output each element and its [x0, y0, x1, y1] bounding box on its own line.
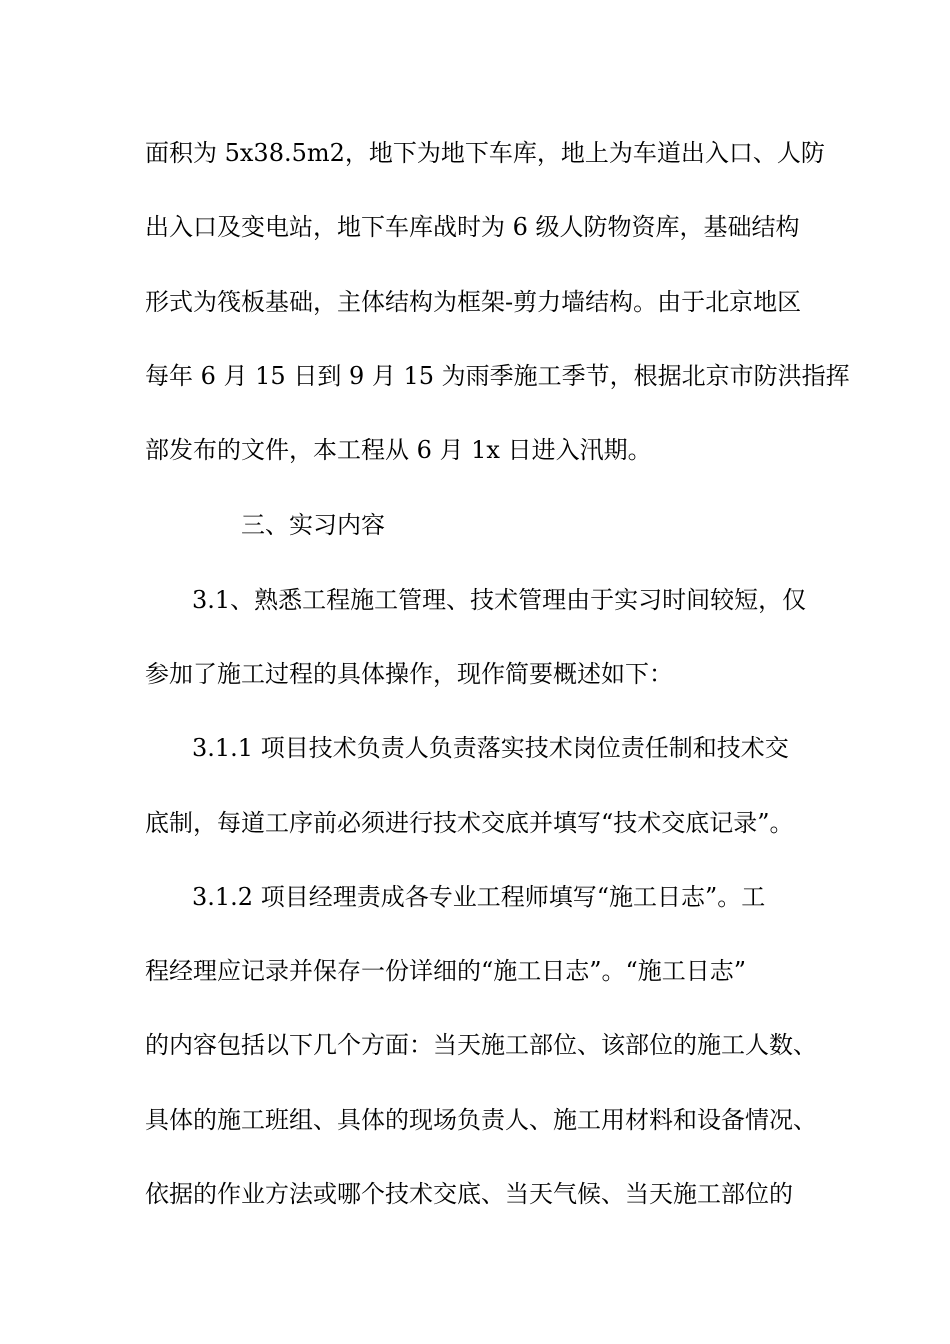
body-text-line: 出入口及变电站，地下车库战时为 6 级人防物资库，基础结构: [145, 213, 800, 241]
body-text-line: 具体的施工班组、具体的现场负责人、施工用材料和设备情况、: [145, 1106, 817, 1134]
body-text-line: 每年 6 月 15 日到 9 月 15 为雨季施工季节，根据北京市防洪指挥: [145, 362, 850, 390]
section-heading: 三、实习内容: [241, 511, 385, 539]
body-text-line: 部发布的文件，本工程从 6 月 1x 日进入汛期。: [145, 436, 652, 464]
body-text-line: 的内容包括以下几个方面：当天施工部位、该部位的施工人数、: [145, 1031, 817, 1059]
body-text-line: 形式为筏板基础，主体结构为框架-剪力墙结构。由于北京地区: [145, 288, 802, 316]
body-text-line: 3.1、熟悉工程施工管理、技术管理由于实习时间较短，仅: [192, 586, 807, 614]
body-text-line: 参加了施工过程的具体操作，现作简要概述如下：: [145, 660, 673, 688]
body-text-line: 依据的作业方法或哪个技术交底、当天气候、当天施工部位的: [145, 1180, 793, 1208]
body-text-line: 程经理应记录并保存一份详细的“施工日志”。“施工日志”: [145, 957, 747, 985]
body-text-line: 3.1.2 项目经理责成各专业工程师填写“施工日志”。工: [192, 883, 766, 911]
body-text-line: 底制，每道工序前必须进行技术交底并填写“技术交底记录”。: [145, 809, 794, 837]
body-text-line: 3.1.1 项目技术负责人负责落实技术岗位责任制和技术交: [192, 734, 789, 762]
body-text-line: 面积为 5x38.5m2，地下为地下车库，地上为车道出入口、人防: [145, 139, 825, 167]
